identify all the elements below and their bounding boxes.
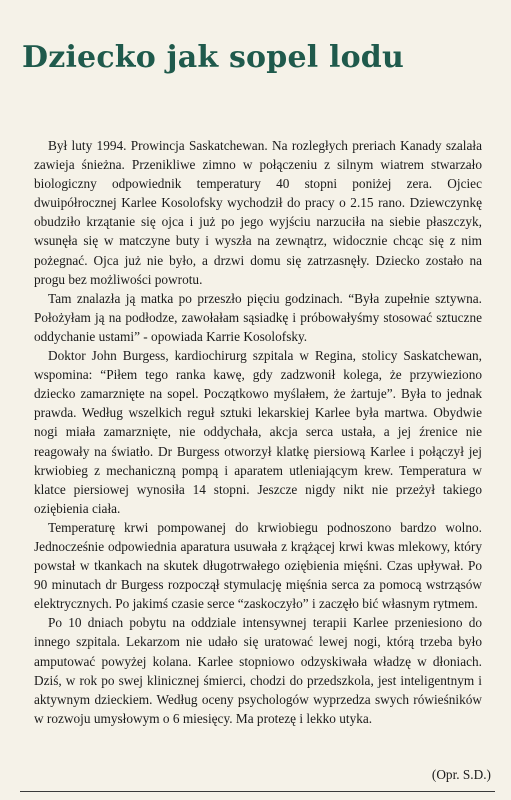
article-title: Dziecko jak sopel lodu [22, 40, 404, 75]
bottom-divider [20, 791, 495, 792]
author-signature: (Opr. S.D.) [431, 767, 491, 782]
article-body [34, 136, 482, 728]
paragraph-1: Był luty 1994. Prowincja Saskatchewan. Na rozległych preriach Kanady szalała zawieja śnieżna. Przenikliwe zimno w połączeniu z silnym wiatrem stwarzało biologiczny odpowiednik temperatury 40 stopni poniżej zera. Ojciec dwuipółrocznej Karlee Kosolofsky wychodził do pracy o 2.15 rano. Dziewczynkę obudziło krzątanie się ojca i już po jego wyjściu narzuciła na siebie płaszczyk, wsunęła się w matczyne buty i wyszła na zewnątrz, widocznie chcąc się z nim pożegnać. Ojca już nie było, a drzwi domu się zatrzasnęły. Dziecko zostało na progu bez możliwości powrotu. [34, 138, 482, 287]
paragraph-4: Temperaturę krwi pompowanej do krwiobiegu podnoszono bardzo wolno. Jednocześnie odpowiednia aparatura usuwała z krążącej krwi kwas mlekowy, który powstał w tkankach na skutek długotrwałego oziębienia mięśni. Czas upływał. Po 90 minutach dr Burgess rozpoczął stymulację mięśnia serca za pomocą wstrząsów elektrycznych. Po jakimś czasie serce “zaskoczyło” i zaczęło bić własnym rytmem. [34, 519, 482, 612]
paragraph-3: Doktor John Burgess, kardiochirurg szpitala w Regina, stolicy Saskatchewan, wspomina: “Piłem tego ranka kawę, gdy zadzwonił kolega, że przywieziono dziecko zamarznięte na sopel. Początkowo myślałem, że żartuje”. Była to jednak prawda. Według wszelkich reguł sztuki lekarskiej Karlee była martwa. Obydwie nogi miała zamarznięte, nie oddychała, akcja serca ustała, a jej źrenice nie reagowały na światło. Dr Burgess otworzył klatkę piersiową Karlee i połączył jej krwiobieg z mechaniczną pompą i aparatem utleniającym krew. Temperatura w klatce piersiowej wynosiła 14 stopni. Jeszcze nigdy nikt nie przeżył takiego oziębienia ciała. [34, 348, 482, 516]
paragraph-2: Tam znalazła ją matka po przeszło pięciu godzinach. “Była zupełnie sztywna. Położyłam ją na podłodze, zawołałam sąsiadkę i próbowałyśmy stosować sztuczne oddychanie ustami” - opowiada Karrie Kosolofsky. [34, 290, 482, 344]
paragraph-5: Po 10 dniach pobytu na oddziale intensywnej terapii Karlee przeniesiono do innego szpitala. Lekarzom nie udało się uratować lewej nogi, którą trzeba było amputować powyżej kolana. Karlee stopniowo odzyskiwała władzę w dłoniach. Dziś, w rok po swej klinicznej śmierci, chodzi do przedszkola, jest inteligentnym i aktywnym dzieckiem. Według oceny psychologów wyprzedza swych rówieśników w rozwoju umysłowym o 6 miesięcy. Ma protezę i lekko utyka. [34, 615, 482, 726]
